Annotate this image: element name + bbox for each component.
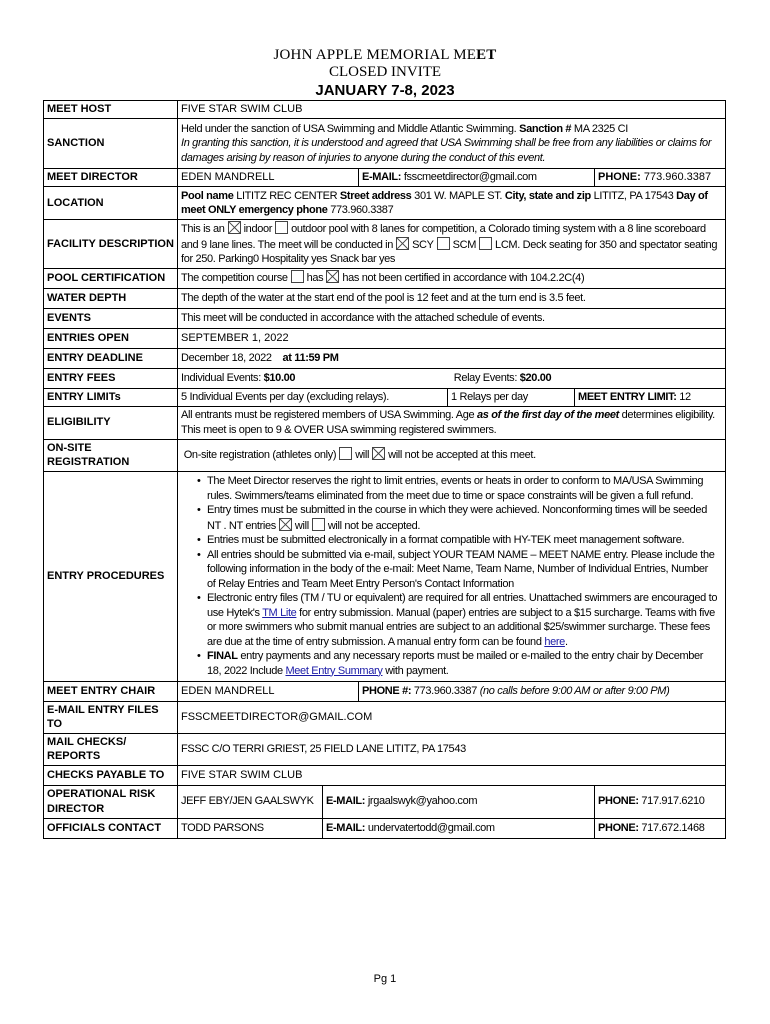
officials-email-cell bbox=[323, 818, 595, 838]
facility-value bbox=[178, 220, 726, 269]
location-value bbox=[178, 187, 726, 220]
entry-fees-label: ENTRY FEES bbox=[44, 368, 178, 388]
pool-name: LITITZ REC CENTER bbox=[236, 189, 338, 202]
nt-will-label: will bbox=[294, 519, 309, 532]
meet-director-phone: 773.960.3387 bbox=[643, 171, 712, 184]
meet-director-email-cell bbox=[359, 169, 595, 187]
officials-phone: 717.672.1468 bbox=[641, 821, 705, 834]
individual-fee-label: Individual Events: bbox=[181, 371, 261, 384]
row-entry-deadline bbox=[44, 348, 726, 368]
relay-fee-label: Relay Events: bbox=[453, 371, 518, 384]
procedure-electronic-text-1: Electronic entry files (TM / TU or equivalent) are required for all entries. Unattached swimmers are encouraged to use Hytek's bbox=[207, 592, 718, 619]
events-value: This meet will be conducted in accordance with the attached schedule of events. bbox=[178, 308, 726, 328]
facility-text-1: This is an bbox=[181, 223, 225, 235]
has-not-checkbox[interactable] bbox=[326, 270, 339, 283]
row-officials bbox=[44, 818, 726, 838]
meet-entry-limit-label: MEET ENTRY LIMIT: bbox=[578, 390, 677, 403]
lcm-checkbox[interactable] bbox=[479, 237, 492, 250]
onsite-value bbox=[178, 439, 726, 471]
row-mail-checks bbox=[44, 733, 726, 765]
email-entry-value: FSSCMEETDIRECTOR@GMAIL.COM bbox=[178, 701, 726, 733]
scy-checkbox[interactable] bbox=[396, 237, 409, 250]
entry-procedures-label: ENTRY PROCEDURES bbox=[44, 471, 178, 681]
op-risk-email-label: E-MAIL: bbox=[326, 795, 366, 808]
meet-director-phone-cell bbox=[595, 169, 726, 187]
street-label: Street address bbox=[339, 189, 412, 202]
water-depth-label: WATER DEPTH bbox=[44, 288, 178, 308]
procedure-final-text-2: with payment. bbox=[385, 664, 449, 677]
meet-title-main: JOHN APPLE MEMORIAL ME bbox=[273, 47, 477, 63]
officials-phone-label: PHONE: bbox=[598, 821, 639, 834]
pool-cert-value bbox=[178, 268, 726, 288]
nt-will-checkbox[interactable] bbox=[279, 518, 292, 531]
lcm-label: LCM. bbox=[495, 238, 520, 251]
op-risk-phone-label: PHONE: bbox=[598, 795, 639, 808]
pool-cert-label: POOL CERTIFICATION bbox=[44, 268, 178, 288]
onsite-label: ON-SITE REGISTRATION bbox=[44, 439, 178, 471]
meet-dates: JANUARY 7-8, 2023 bbox=[315, 82, 455, 99]
relay-fee: $20.00 bbox=[519, 371, 552, 384]
entry-fees-value bbox=[178, 368, 726, 388]
tm-lite-link[interactable]: TM Lite bbox=[262, 606, 297, 619]
scm-checkbox[interactable] bbox=[437, 237, 450, 250]
entry-deadline-value bbox=[178, 348, 726, 368]
meet-director-email-label: E-MAIL: bbox=[362, 171, 402, 184]
row-meet-director bbox=[44, 169, 726, 187]
row-entry-chair bbox=[44, 681, 726, 701]
row-pool-cert bbox=[44, 268, 726, 288]
checks-payable-value: FIVE STAR SWIM CLUB bbox=[178, 765, 726, 785]
entry-deadline-label: ENTRY DEADLINE bbox=[44, 348, 178, 368]
meet-entry-limit-cell bbox=[575, 388, 726, 406]
row-location bbox=[44, 187, 726, 220]
street: 301 W. MAPLE ST. bbox=[414, 189, 503, 202]
op-risk-name: JEFF EBY/JEN GAALSWYK bbox=[178, 785, 323, 818]
onsite-text-1: On-site registration (athletes only) bbox=[183, 449, 337, 462]
procedure-item-hytek: • Entries must be submitted electronically in a format compatible with HY-TEK meet management software. bbox=[197, 533, 719, 548]
city: LITITZ, PA 17543 bbox=[593, 189, 674, 202]
entry-chair-phone: 773.960.3387 bbox=[413, 684, 477, 697]
emergency-phone-label: Day of meet ONLY emergency phone bbox=[181, 189, 708, 216]
scy-label: SCY bbox=[412, 238, 434, 251]
officials-label: OFFICIALS CONTACT bbox=[44, 818, 178, 838]
eligibility-label: ELIGIBILITY bbox=[44, 406, 178, 439]
row-entry-limits bbox=[44, 388, 726, 406]
eligibility-value bbox=[178, 406, 726, 439]
location-label: LOCATION bbox=[44, 187, 178, 220]
entry-procedures-value bbox=[178, 471, 726, 681]
procedure-entry-times-text: Entry times must be submitted in the course in which they were achieved. Nonconforming times will be seeded NT . NT entries bbox=[207, 504, 707, 532]
entry-deadline-date: December 18, 2022 bbox=[181, 351, 272, 364]
row-events bbox=[44, 308, 726, 328]
outdoor-checkbox[interactable] bbox=[275, 221, 288, 234]
procedure-electronic-text-2: for entry submission. Manual (paper) entries are subject to a $15 surcharge. Teams with five or more swimmers who submit manual entries are subject to an additional $25/swimmer surcharge. These fees are due at the time of entry submission. A manual entry form can be found bbox=[207, 606, 715, 648]
onsite-will-not-checkbox[interactable] bbox=[372, 447, 385, 460]
manual-entry-form-link[interactable]: here bbox=[544, 635, 565, 648]
facility-text-2: outdoor pool with 8 lanes for competition, a Colorado timing system with a 8 line scoreboard and 9 lane lines. The meet will be conducted in bbox=[181, 223, 706, 251]
email-entry-label: E-MAIL ENTRY FILES TO bbox=[44, 701, 178, 733]
meet-info-table bbox=[43, 100, 726, 839]
procedure-final-text: entry payments and any necessary reports must be mailed or e-mailed to the entry chair by December 18, 2022 Include bbox=[207, 650, 704, 677]
meet-entry-limit: 12 bbox=[679, 390, 691, 403]
individual-fee: $10.00 bbox=[263, 371, 296, 384]
onsite-will-label: will bbox=[355, 449, 370, 462]
onsite-text-2: will not be accepted at this meet. bbox=[388, 449, 536, 462]
checks-payable-label: CHECKS PAYABLE TO bbox=[44, 765, 178, 785]
row-onsite bbox=[44, 439, 726, 471]
row-entry-fees bbox=[44, 368, 726, 388]
sanction-text: Held under the sanction of USA Swimming and Middle Atlantic Swimming. bbox=[181, 122, 517, 135]
eligibility-text-2: determines eligibility. This meet is open to 9 & OVER USA swimming registered swimmers. bbox=[181, 409, 715, 436]
op-risk-label: OPERATIONAL RISK DIRECTOR bbox=[44, 785, 178, 818]
has-checkbox[interactable] bbox=[291, 270, 304, 283]
row-op-risk bbox=[44, 785, 726, 818]
water-depth-value: The depth of the water at the start end of the pool is 12 feet and at the turn end is 3.5 feet. bbox=[178, 288, 726, 308]
onsite-will-checkbox[interactable] bbox=[339, 447, 352, 460]
meet-director-email: fsscmeetdirector@gmail.com bbox=[403, 171, 537, 184]
row-facility bbox=[44, 220, 726, 269]
meet-host-label: MEET HOST bbox=[44, 101, 178, 119]
indoor-label: indoor bbox=[243, 223, 273, 235]
officials-phone-cell bbox=[595, 818, 726, 838]
events-label: EVENTS bbox=[44, 308, 178, 328]
pool-name-label: Pool name bbox=[181, 189, 234, 202]
pool-cert-text-1: The competition course bbox=[181, 272, 288, 285]
op-risk-email-cell bbox=[323, 785, 595, 818]
entry-chair-note: (no calls before 9:00 AM or after 9:00 PM) bbox=[479, 684, 670, 697]
entry-chair-phone-cell bbox=[359, 681, 726, 701]
scm-label: SCM bbox=[452, 238, 477, 251]
mail-checks-label: MAIL CHECKS/ REPORTS bbox=[44, 733, 178, 765]
sanction-value bbox=[178, 119, 726, 169]
pool-cert-text-2: has not been certified in accordance with 104.2.2C(4) bbox=[342, 272, 585, 285]
row-entries-open bbox=[44, 328, 726, 348]
procedure-final-bold: FINAL bbox=[207, 650, 238, 662]
sanction-disclaimer: In granting this sanction, it is understood and agreed that USA Swimming shall be free from any liabilities or claims for damages arising by reason of injuries to anyone during the conduct of this event. bbox=[181, 137, 712, 164]
facility-text-3: Deck seating for 350 and spectator seating for 250. Parking0 Hospitality yes Snack bar yes bbox=[181, 238, 718, 265]
meet-title-bold: ET bbox=[476, 47, 497, 63]
individual-fee-cell bbox=[181, 371, 451, 386]
procedure-item-final bbox=[197, 649, 719, 678]
nt-will-not-checkbox[interactable] bbox=[312, 518, 325, 531]
entry-chair-name: EDEN MANDRELL bbox=[178, 681, 359, 701]
entry-chair-label: MEET ENTRY CHAIR bbox=[44, 681, 178, 701]
facility-label: FACILITY DESCRIPTION bbox=[44, 220, 178, 269]
row-email-entry bbox=[44, 701, 726, 733]
meet-director-phone-label: PHONE: bbox=[598, 171, 641, 184]
meet-entry-summary-link[interactable]: Meet Entry Summary bbox=[285, 664, 383, 677]
officials-name: TODD PARSONS bbox=[178, 818, 323, 838]
nt-will-not-label: will not be accepted. bbox=[327, 519, 421, 532]
meet-director-label: MEET DIRECTOR bbox=[44, 169, 178, 187]
row-sanction bbox=[44, 119, 726, 169]
row-entry-procedures bbox=[44, 471, 726, 681]
officials-email: undervatertodd@gmail.com bbox=[367, 821, 495, 834]
op-risk-phone: 717.917.6210 bbox=[641, 795, 705, 808]
meet-subtitle: CLOSED INVITE bbox=[328, 64, 442, 80]
entry-procedures-list bbox=[181, 474, 719, 678]
meet-director-name: EDEN MANDRELL bbox=[178, 169, 359, 187]
has-label: has bbox=[306, 272, 324, 285]
op-risk-phone-cell bbox=[595, 785, 726, 818]
entry-limits-individual: 5 Individual Events per day (excluding relays). bbox=[178, 388, 448, 406]
page-number: Pg 1 bbox=[373, 973, 397, 985]
op-risk-email: jrgaalswyk@yahoo.com bbox=[367, 795, 478, 808]
entry-limits-label: ENTRY LIMITs bbox=[44, 388, 178, 406]
sanction-label: SANCTION bbox=[44, 119, 178, 169]
row-checks-payable bbox=[44, 765, 726, 785]
procedure-item-electronic: • Electronic entry files (TM / TU or equivalent) are required for all entries. Unattached swimmers are encouraged to use Hytek's TM Lite for entry submission. Manual (paper) entries are subject to a $15 surcharge. Teams with five or more swimmers who submit manual entries are subject to an additional $25/swimmer surcharge. These fees are due at the time of entry submission. A manual entry form can be found here. bbox=[197, 591, 719, 649]
indoor-checkbox[interactable] bbox=[228, 221, 241, 234]
row-water-depth bbox=[44, 288, 726, 308]
entry-limits-relays: 1 Relays per day bbox=[448, 388, 575, 406]
entries-open-value: SEPTEMBER 1, 2022 bbox=[178, 328, 726, 348]
entries-open-label: ENTRIES OPEN bbox=[44, 328, 178, 348]
mail-checks-value: FSSC C/O TERRI GRIEST, 25 FIELD LANE LITITZ, PA 17543 bbox=[178, 733, 726, 765]
meet-title bbox=[0, 47, 770, 64]
entry-chair-phone-label: PHONE #: bbox=[362, 684, 412, 697]
procedure-item-limits: • The Meet Director reserves the right to limit entries, events or heats in order to conform to MA/USA Swimming rules. Swimmers/teams eliminated from the meet due to time or space constraints will be given a full refund. bbox=[197, 474, 719, 503]
eligibility-emphasis: as of the first day of the meet bbox=[476, 409, 619, 421]
meet-host-value: FIVE STAR SWIM CLUB bbox=[178, 101, 726, 119]
city-label: City, state and zip bbox=[504, 189, 591, 202]
sanction-number-label: Sanction # bbox=[519, 122, 572, 135]
entry-deadline-time: at 11:59 PM bbox=[282, 351, 339, 364]
officials-email-label: E-MAIL: bbox=[326, 821, 366, 834]
row-meet-host bbox=[44, 101, 726, 119]
procedure-item-email: • All entries should be submitted via e-mail, subject YOUR TEAM NAME – MEET NAME entry. Please include the following information in the body of the e-mail: Meet Name, Team Name, Number of Individual Entries, Number of Relay Entries and Team Meet Entry Person's Contact Information bbox=[197, 548, 719, 592]
sanction-number: MA 2325 CI bbox=[573, 122, 628, 135]
row-eligibility bbox=[44, 406, 726, 439]
procedure-item-entry-times bbox=[197, 503, 719, 533]
emergency-phone: 773.960.3387 bbox=[330, 204, 394, 216]
eligibility-text-1: All entrants must be registered members of USA Swimming. Age bbox=[181, 409, 475, 421]
